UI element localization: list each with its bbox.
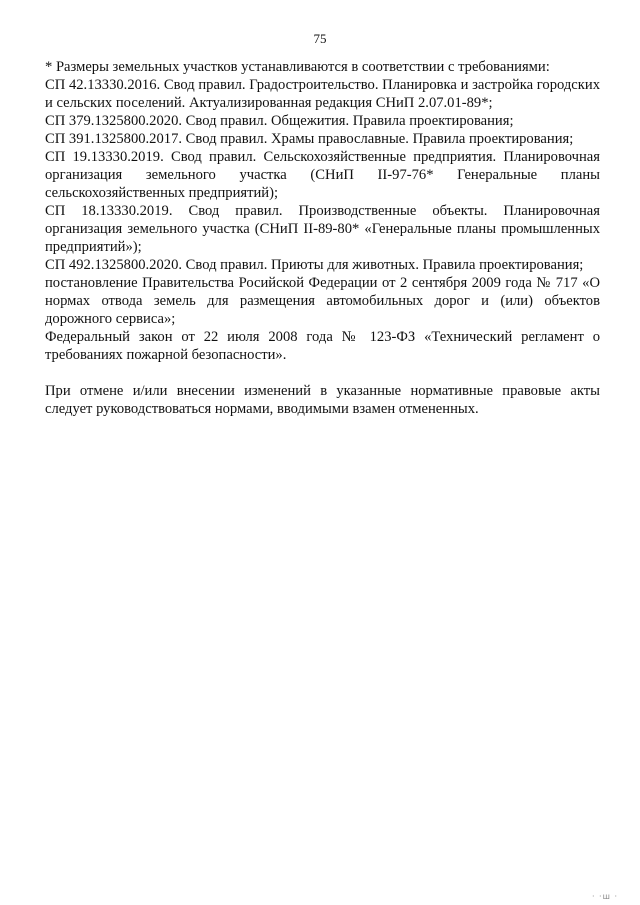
page-number: 75 <box>313 31 327 46</box>
document-body <box>45 58 600 418</box>
closing-paragraph: При отмене и/или внесении изменений в указанные нормативные правовые акты следует руководствоваться нормами, вводимыми взамен отмененных. <box>45 383 600 417</box>
footnote-item-sp-19: СП 19.13330.2019. Свод правил. Сельскохозяйственные предприятия. Планировочная организация земельного участка (СНиП II-97-76* Генеральные планы сельскохозяйственных предприятий); <box>45 149 600 201</box>
footnote-intro: * Размеры земельных участков устанавливаются в соответствии с требованиями: <box>45 59 550 75</box>
footnote-item-sp-379: СП 379.1325800.2020. Свод правил. Общежития. Правила проектирования; <box>45 113 514 129</box>
scan-footer-mark: · ·ш · <box>591 892 618 901</box>
footnote-item-sp-492: СП 492.1325800.2020. Свод правил. Приюты для животных. Правила проектирования; <box>45 257 584 273</box>
footnote-item-federal-law-123: Федеральный закон от 22 июля 2008 года № 123-ФЗ «Технический регламент о требованиях пожарной безопасности». <box>45 329 600 363</box>
footnote-item-sp-18: СП 18.13330.2019. Свод правил. Производственные объекты. Планировочная организация земельного участка (СНиП II-89-80* «Генеральные планы промышленных предприятий»); <box>45 203 600 255</box>
footnote-item-sp-42: СП 42.13330.2016. Свод правил. Градостроительство. Планировка и застройка городских и сельских поселений. Актуализированная редакция СНиП 2.07.01-89*; <box>45 77 600 111</box>
paragraph-spacer <box>45 364 600 382</box>
footnote-item-sp-391: СП 391.1325800.2017. Свод правил. Храмы православные. Правила проектирования; <box>45 131 574 147</box>
footnote-item-resolution-717: постановление Правительства Росийской Федерации от 2 сентября 2009 года № 717 «О нормах отвода земель для размещения автомобильных дорог и (или) объектов дорожного сервиса»; <box>45 275 600 327</box>
